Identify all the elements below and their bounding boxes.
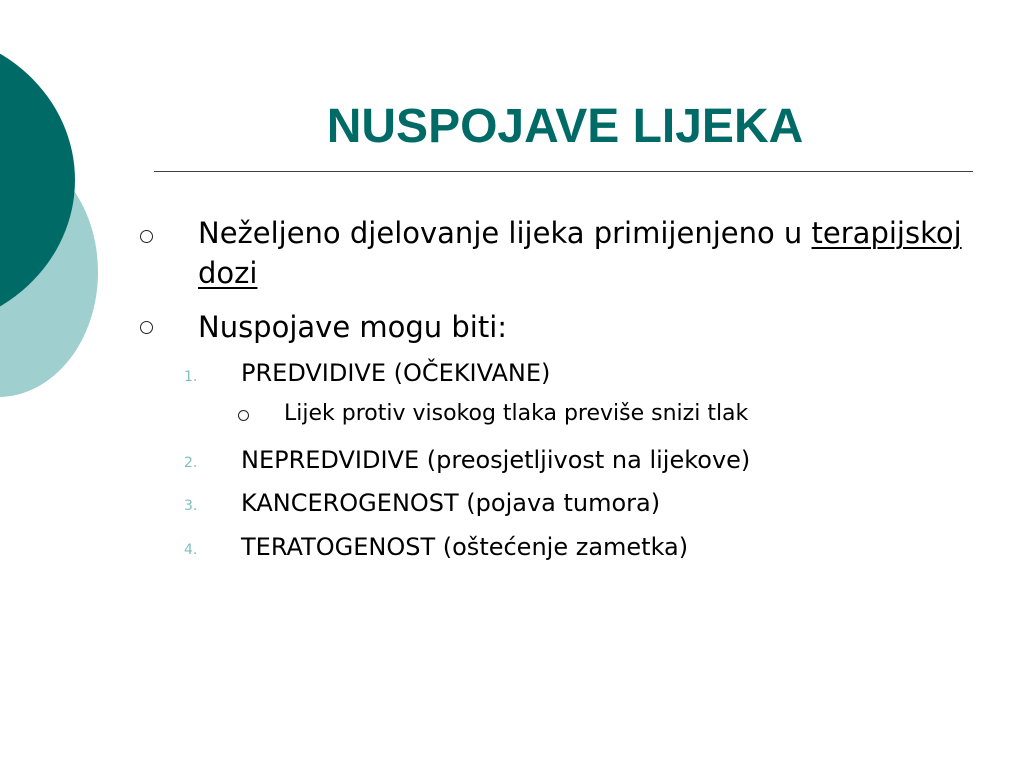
- list-number: 3.: [184, 498, 198, 514]
- list-number: 2.: [184, 455, 198, 471]
- list-number: 4.: [184, 542, 198, 558]
- numbered-item-3: KANCEROGENOST (pojava tumora): [241, 489, 661, 517]
- sub-bullet-item: Lijek protiv visokog tlaka previše snizi tlak: [284, 401, 749, 426]
- numbered-item-4: TERATOGENOST (oštećenje zametka): [241, 533, 689, 561]
- bullet-item-1-text: Neželjeno djelovanje lijeka primijenjeno u: [198, 216, 812, 250]
- numbered-item-1: PREDVIDIVE (OČEKIVANE): [241, 359, 551, 387]
- circle-bullet-icon: [140, 321, 153, 334]
- bullet-item-1: [198, 213, 968, 293]
- list-number: 1.: [184, 369, 198, 385]
- underlined-term: terapijskoj dozi: [198, 216, 962, 290]
- circle-bullet-icon: [238, 410, 249, 421]
- slide-title: NUSPOJAVE LIJEKA: [326, 100, 804, 153]
- numbered-item-2: NEPREDVIDIVE (preosjetljivost na lijekove): [241, 446, 751, 474]
- circle-bullet-icon: [140, 230, 153, 243]
- bullet-item-2: Nuspojave mogu biti:: [198, 310, 508, 344]
